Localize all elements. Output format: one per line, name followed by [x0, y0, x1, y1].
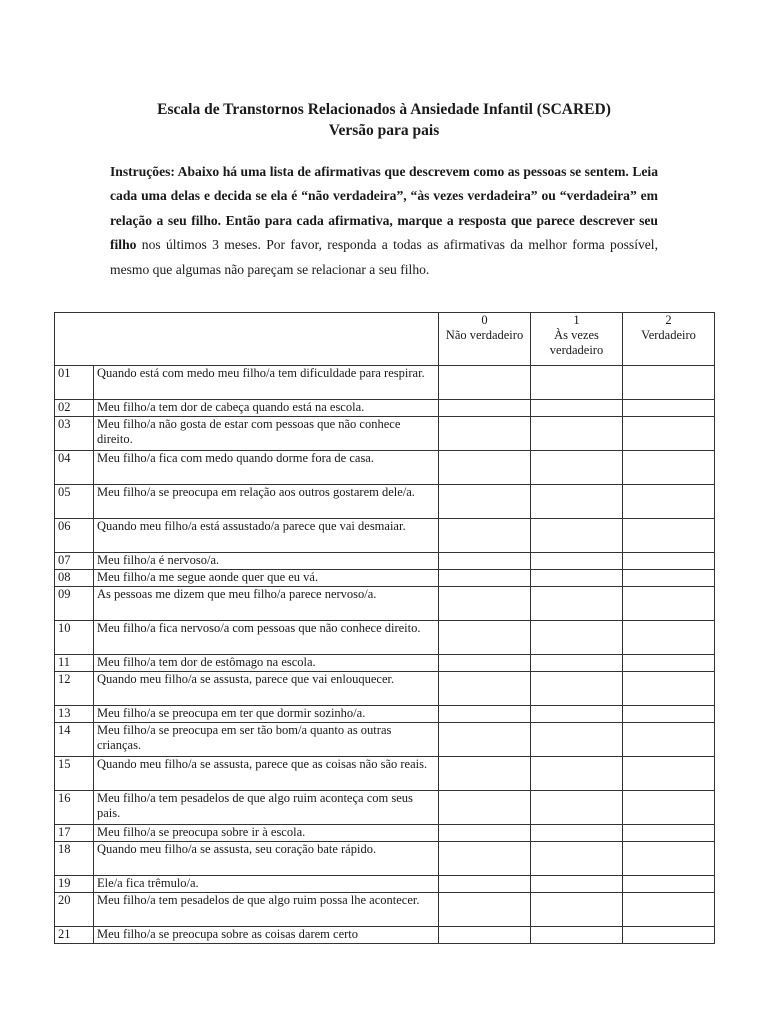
answer-cell-2[interactable]	[623, 451, 715, 485]
answer-cell-2[interactable]	[623, 791, 715, 825]
table-row	[55, 519, 715, 553]
answer-cell-2[interactable]	[623, 400, 715, 417]
header-not-true-label: Não verdadeiro	[445, 328, 524, 342]
item-text: Meu filho/a tem pesadelos de que algo ruim possa lhe acontecer.	[94, 893, 439, 927]
answer-cell-1[interactable]	[531, 553, 623, 570]
answer-cell-1[interactable]	[531, 791, 623, 825]
answer-cell-0[interactable]	[439, 485, 531, 519]
table-row	[55, 842, 715, 876]
answer-cell-1[interactable]	[531, 757, 623, 791]
item-text: Meu filho/a fica com medo quando dorme fora de casa.	[94, 451, 439, 485]
table-row	[55, 757, 715, 791]
answer-cell-1[interactable]	[531, 672, 623, 706]
answer-cell-0[interactable]	[439, 366, 531, 400]
header-true-label: Verdadeiro	[641, 328, 696, 342]
item-number: 12	[55, 672, 94, 706]
item-text: Ele/a fica trêmulo/a.	[94, 876, 439, 893]
answer-cell-0[interactable]	[439, 706, 531, 723]
answer-cell-2[interactable]	[623, 876, 715, 893]
answer-cell-0[interactable]	[439, 655, 531, 672]
answer-cell-0[interactable]	[439, 825, 531, 842]
answer-cell-1[interactable]	[531, 706, 623, 723]
answer-cell-0[interactable]	[439, 417, 531, 451]
table-row	[55, 876, 715, 893]
answer-cell-1[interactable]	[531, 366, 623, 400]
answer-cell-1[interactable]	[531, 417, 623, 451]
item-text: Meu filho/a se preocupa em ter que dormir sozinho/a.	[94, 706, 439, 723]
answer-cell-2[interactable]	[623, 927, 715, 944]
answer-cell-2[interactable]	[623, 672, 715, 706]
item-text: Quando está com medo meu filho/a tem dificuldade para respirar.	[94, 366, 439, 400]
answer-cell-2[interactable]	[623, 485, 715, 519]
item-text: Meu filho/a me segue aonde quer que eu vá.	[94, 570, 439, 587]
answer-cell-0[interactable]	[439, 621, 531, 655]
header-true	[623, 313, 715, 366]
table-row	[55, 621, 715, 655]
answer-cell-1[interactable]	[531, 723, 623, 757]
answer-cell-1[interactable]	[531, 927, 623, 944]
item-number: 19	[55, 876, 94, 893]
document-title	[0, 99, 768, 141]
header-sometimes-true-score: 1	[573, 313, 580, 327]
answer-cell-2[interactable]	[623, 893, 715, 927]
table-row	[55, 672, 715, 706]
answer-cell-0[interactable]	[439, 519, 531, 553]
table-row	[55, 723, 715, 757]
item-text: Quando meu filho/a se assusta, seu coração bate rápido.	[94, 842, 439, 876]
header-sometimes-true-label: Às vezes verdadeiro	[549, 328, 604, 357]
item-number: 18	[55, 842, 94, 876]
item-number: 05	[55, 485, 94, 519]
item-text: Meu filho/a se preocupa em relação aos outros gostarem dele/a.	[94, 485, 439, 519]
header-true-score: 2	[665, 313, 672, 327]
table-header-row	[55, 313, 715, 366]
item-text: Meu filho/a tem dor de estômago na escola.	[94, 655, 439, 672]
item-number: 03	[55, 417, 94, 451]
table-row	[55, 570, 715, 587]
answer-cell-2[interactable]	[623, 757, 715, 791]
item-text: Meu filho/a fica nervoso/a com pessoas que não conhece direito.	[94, 621, 439, 655]
item-text: Meu filho/a tem pesadelos de que algo ruim aconteça com seus pais.	[94, 791, 439, 825]
answer-cell-1[interactable]	[531, 400, 623, 417]
title-line-2: Versão para pais	[328, 122, 440, 139]
item-number: 15	[55, 757, 94, 791]
item-number: 11	[55, 655, 94, 672]
item-text: Meu filho/a se preocupa sobre as coisas darem certo	[94, 927, 439, 944]
answer-cell-0[interactable]	[439, 876, 531, 893]
answer-cell-0[interactable]	[439, 400, 531, 417]
scared-questionnaire-table	[54, 312, 715, 944]
answer-cell-1[interactable]	[531, 825, 623, 842]
answer-cell-2[interactable]	[623, 553, 715, 570]
answer-cell-0[interactable]	[439, 893, 531, 927]
answer-cell-0[interactable]	[439, 451, 531, 485]
item-number: 04	[55, 451, 94, 485]
answer-cell-2[interactable]	[623, 587, 715, 621]
item-number: 02	[55, 400, 94, 417]
answer-cell-1[interactable]	[531, 655, 623, 672]
header-not-true	[439, 313, 531, 366]
answer-cell-1[interactable]	[531, 876, 623, 893]
table-row	[55, 553, 715, 570]
item-text: Quando meu filho/a se assusta, parece que as coisas não são reais.	[94, 757, 439, 791]
item-text: Quando meu filho/a se assusta, parece que vai enlouquecer.	[94, 672, 439, 706]
answer-cell-2[interactable]	[623, 519, 715, 553]
answer-cell-1[interactable]	[531, 485, 623, 519]
title-line-1: Escala de Transtornos Relacionados à Ansiedade Infantil (SCARED)	[157, 101, 611, 118]
item-number: 07	[55, 553, 94, 570]
item-number: 10	[55, 621, 94, 655]
table-row	[55, 791, 715, 825]
answer-cell-2[interactable]	[623, 366, 715, 400]
item-text: Meu filho/a se preocupa sobre ir à escola.	[94, 825, 439, 842]
table-row	[55, 366, 715, 400]
item-text: Meu filho/a se preocupa em ser tão bom/a quanto as outras crianças.	[94, 723, 439, 757]
answer-cell-1[interactable]	[531, 587, 623, 621]
item-text: Meu filho/a não gosta de estar com pessoas que não conhece direito.	[94, 417, 439, 451]
item-number: 17	[55, 825, 94, 842]
answer-cell-2[interactable]	[623, 825, 715, 842]
header-not-true-score: 0	[481, 313, 488, 327]
answer-cell-0[interactable]	[439, 723, 531, 757]
answer-cell-1[interactable]	[531, 519, 623, 553]
table-row	[55, 400, 715, 417]
item-text: As pessoas me dizem que meu filho/a parece nervoso/a.	[94, 587, 439, 621]
header-sometimes-true	[531, 313, 623, 366]
answer-cell-1[interactable]	[531, 842, 623, 876]
item-number: 21	[55, 927, 94, 944]
answer-cell-0[interactable]	[439, 927, 531, 944]
answer-cell-2[interactable]	[623, 570, 715, 587]
item-number: 08	[55, 570, 94, 587]
answer-cell-0[interactable]	[439, 587, 531, 621]
table-row	[55, 825, 715, 842]
item-number: 16	[55, 791, 94, 825]
table-row	[55, 451, 715, 485]
answer-cell-0[interactable]	[439, 757, 531, 791]
answer-cell-0[interactable]	[439, 842, 531, 876]
table-row	[55, 893, 715, 927]
table-row	[55, 706, 715, 723]
answer-cell-1[interactable]	[531, 570, 623, 587]
instructions-paragraph	[110, 160, 658, 282]
answer-cell-0[interactable]	[439, 553, 531, 570]
table-row	[55, 417, 715, 451]
instructions-bold-text: Instruções: Abaixo há uma lista de afirmativas que descrevem como as pessoas se sentem. Leia cada uma delas e decida se ela é “não verdadeira”, “às vezes verdadeira” ou “verdadeira” em relação a seu filho. Então para cada afirmativa, marque a resposta que parece descrever seu filho	[110, 164, 658, 253]
answer-cell-0[interactable]	[439, 672, 531, 706]
item-text: Quando meu filho/a está assustado/a parece que vai desmaiar.	[94, 519, 439, 553]
item-text: Meu filho/a é nervoso/a.	[94, 553, 439, 570]
item-number: 14	[55, 723, 94, 757]
item-number: 20	[55, 893, 94, 927]
answer-cell-2[interactable]	[623, 723, 715, 757]
answer-cell-2[interactable]	[623, 706, 715, 723]
answer-cell-1[interactable]	[531, 621, 623, 655]
answer-cell-2[interactable]	[623, 842, 715, 876]
item-number: 06	[55, 519, 94, 553]
answer-cell-0[interactable]	[439, 791, 531, 825]
table-row	[55, 485, 715, 519]
answer-cell-2[interactable]	[623, 417, 715, 451]
instructions-regular-text: nos últimos 3 meses. Por favor, responda a todas as afirmativas da melhor forma possível, mesmo que algumas não pareçam se relacionar a seu filho.	[110, 237, 658, 277]
item-number: 13	[55, 706, 94, 723]
answer-cell-1[interactable]	[531, 451, 623, 485]
item-number: 09	[55, 587, 94, 621]
answer-cell-2[interactable]	[623, 655, 715, 672]
table-row	[55, 587, 715, 621]
answer-cell-2[interactable]	[623, 621, 715, 655]
answer-cell-0[interactable]	[439, 570, 531, 587]
header-blank-cell	[55, 313, 439, 366]
answer-cell-1[interactable]	[531, 893, 623, 927]
table-row	[55, 927, 715, 944]
table-row	[55, 655, 715, 672]
item-text: Meu filho/a tem dor de cabeça quando está na escola.	[94, 400, 439, 417]
item-number: 01	[55, 366, 94, 400]
